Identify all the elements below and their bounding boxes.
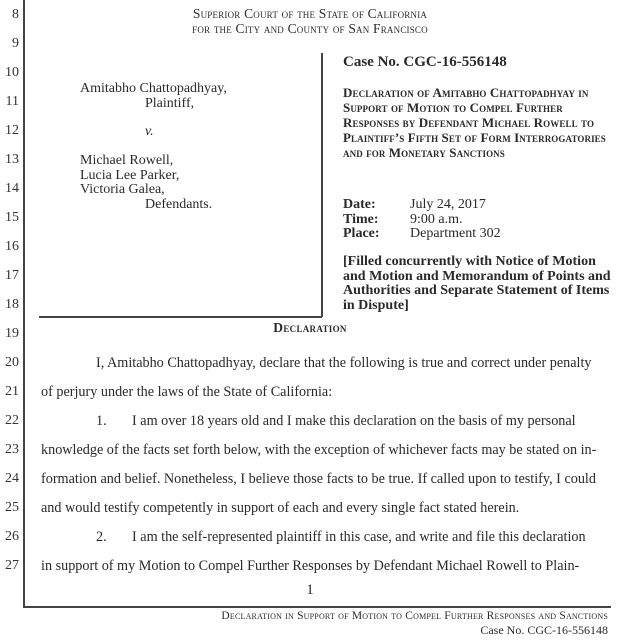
court-heading-line-1: Superior Court of the State of California — [192, 6, 428, 21]
hearing-info — [343, 198, 501, 242]
court-heading — [0, 6, 620, 36]
line-number: 17 — [5, 268, 19, 283]
line-number: 26 — [5, 529, 19, 544]
versus: v. — [145, 124, 154, 139]
line-number: 18 — [5, 297, 19, 312]
paragraph-number: 1. — [96, 413, 107, 429]
body-line: in support of my Motion to Compel Further Responses by Defendant Michael Rowell to Plain- — [41, 558, 580, 574]
line-number: 13 — [5, 152, 19, 167]
body-line: of perjury under the laws of the State of California: — [41, 384, 333, 400]
body-line-text: I am the self-represented plaintiff in this case, and write and file this declaration — [132, 529, 586, 545]
line-number: 12 — [5, 123, 19, 138]
body-line: knowledge of the facts set forth below, with the exception of whichever facts may be stated on in- — [41, 442, 597, 458]
date-value: July 24, 2017 — [410, 197, 486, 212]
plaintiff-name: Amitabho Chattopadhyay, — [80, 81, 227, 96]
body-line — [41, 529, 620, 545]
time-label: Time: — [343, 211, 379, 227]
line-number: 15 — [5, 210, 19, 225]
date-label: Date: — [343, 197, 376, 212]
body-line: formation and belief. Nonetheless, I believe those facts to be true. If called upon to testify, I could — [41, 471, 596, 487]
hearing-date-row — [343, 198, 501, 213]
defendant-name: Michael Rowell, — [80, 153, 174, 168]
time-value: 9:00 a.m. — [410, 211, 463, 227]
page-number: 1 — [306, 582, 314, 598]
place-label: Place: — [343, 226, 380, 241]
line-number: 8 — [12, 7, 19, 22]
plaintiff-role: Plaintiff, — [145, 96, 195, 111]
line-number: 22 — [5, 413, 19, 428]
line-number: 19 — [5, 326, 19, 341]
body-line: I, Amitabho Chattopadhyay, declare that the following is true and correct under penalty — [96, 355, 592, 371]
defendant-name: Victoria Galea, — [80, 182, 165, 197]
defendants-role: Defendants. — [145, 196, 213, 212]
line-number: 11 — [5, 94, 19, 109]
hearing-place-row — [343, 227, 501, 242]
line-number: 20 — [5, 355, 19, 370]
pleading-left-margin-rule — [23, 0, 25, 607]
court-heading-line-2: for the City and County of San Francisco — [192, 21, 428, 36]
filed-concurrently-note: [Filled concurrently with Notice of Motion and Motion and Memorandum of Points and Authorities and Separate Statement of Items in Dispute] — [343, 254, 611, 313]
declaration-heading: Declaration — [273, 320, 347, 335]
line-number: 21 — [5, 384, 19, 399]
footer-rule — [23, 606, 611, 608]
caption-divider-horizontal — [39, 316, 322, 318]
paragraph-number: 2. — [96, 529, 107, 545]
case-number: Case No. CGC-16-556148 — [343, 54, 507, 70]
body-line-text: I am over 18 years old and I make this declaration on the basis of my personal — [132, 413, 576, 429]
place-value: Department 302 — [410, 226, 501, 241]
defendant-name: Lucia Lee Parker, — [80, 167, 180, 183]
body-line — [41, 413, 620, 429]
line-number: 14 — [5, 181, 19, 196]
line-number: 25 — [5, 500, 19, 515]
line-number: 16 — [5, 239, 19, 254]
line-number: 10 — [5, 65, 19, 80]
footer-case-number: Case No. CGC-16-556148 — [480, 623, 608, 637]
document-title: Declaration of Amitabho Chattopadhyay in Support of Motion to Compel Further Responses by Defendant Michael Rowell to Plaintiff’s Fifth Set of Form Interrogatories and for Monetary Sanctions — [343, 85, 606, 160]
body-line: and would testify competently in support of each and every single fact stated herein. — [41, 500, 520, 516]
caption-divider-vertical — [321, 53, 323, 317]
line-number: 23 — [5, 442, 19, 457]
line-number: 27 — [5, 558, 19, 573]
line-number: 24 — [5, 471, 19, 486]
line-number: 9 — [12, 36, 19, 51]
hearing-time-row — [343, 213, 501, 228]
footer-title: Declaration in Support of Motion to Compel Further Responses and Sanctions — [221, 610, 608, 622]
